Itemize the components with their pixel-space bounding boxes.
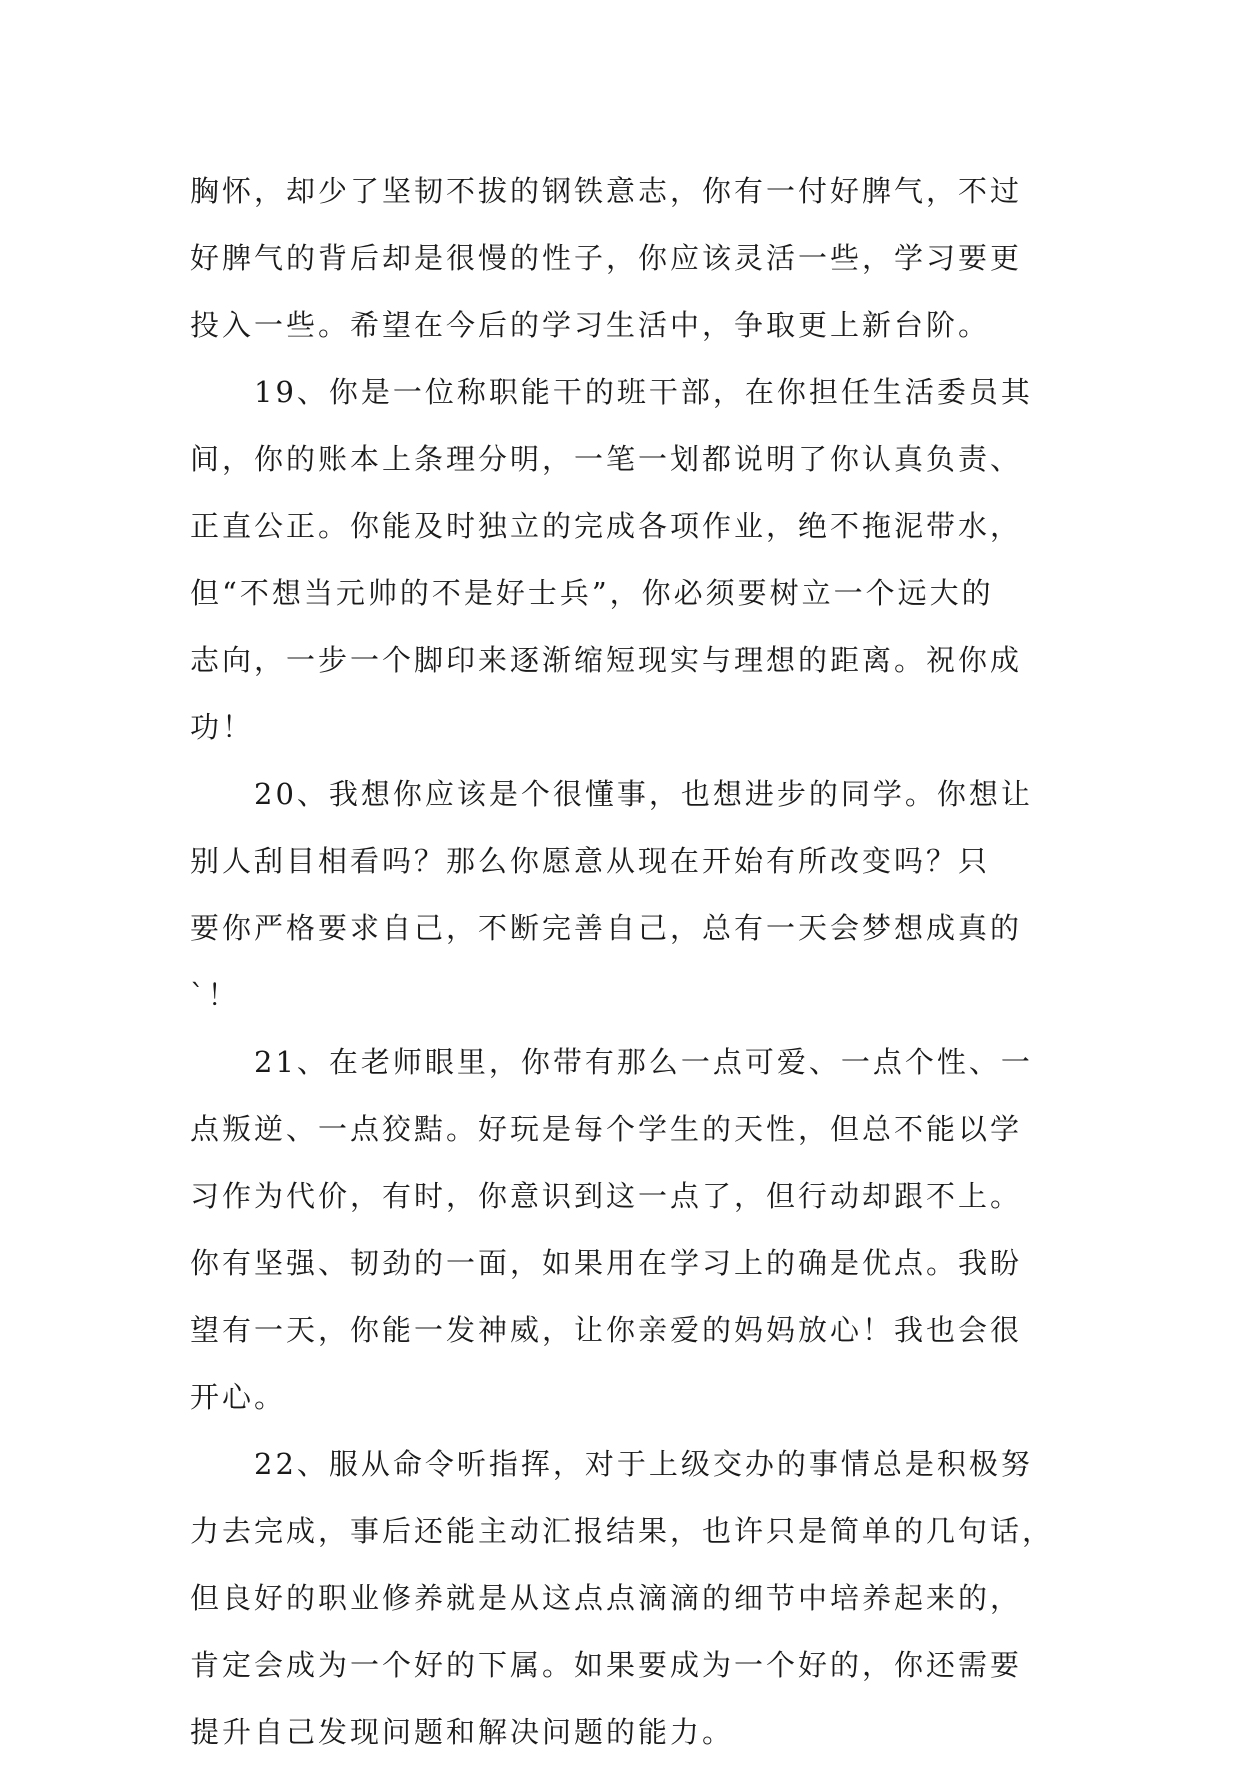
text-line: 点叛逆、一点狡黠。好玩是每个学生的天性，但总不能以学 [190,1112,1023,1146]
text-line: 力去完成，事后还能主动汇报结果，也许只是简单的几句话， [190,1514,1055,1548]
text-line: 正直公正。你能及时独立的完成各项作业，绝不拖泥带水， [190,509,1023,543]
text-line: 但良好的职业修养就是从这点点滴滴的细节中培养起来的， [190,1581,1023,1615]
text-line: 胸怀，却少了坚韧不拔的钢铁意志，你有一付好脾气，不过 [190,174,1023,208]
text-line: 提升自己发现问题和解决问题的能力。 [190,1715,735,1749]
body-text [190,158,1070,1766]
text-line: 19、你是一位称职能干的班干部，在你担任生活委员其 [254,375,1033,409]
text-line: 21、在老师眼里，你带有那么一点可爱、一点个性、一 [254,1045,1033,1079]
text-line: 望有一天，你能一发神威，让你亲爱的妈妈放心！我也会很 [190,1313,1023,1347]
text-line: 志向，一步一个脚印来逐渐缩短现实与理想的距离。祝你成 [190,643,1023,677]
text-line: 间，你的账本上条理分明，一笔一划都说明了你认真负责、 [190,442,1023,476]
text-line: 开心。 [190,1380,287,1414]
text-line: 肯定会成为一个好的下属。如果要成为一个好的，你还需要 [190,1648,1023,1682]
text-line: 你有坚强、韧劲的一面，如果用在学习上的确是优点。我盼 [190,1246,1023,1280]
text-line: 好脾气的背后却是很慢的性子，你应该灵活一些，学习要更 [190,241,1023,275]
text-line: 投入一些。希望在今后的学习生活中，争取更上新台阶。 [190,308,991,342]
text-line: 别人刮目相看吗？那么你愿意从现在开始有所改变吗？只 [190,844,991,878]
text-line: 要你严格要求自己，不断完善自己，总有一天会梦想成真的 [190,911,1023,945]
text-line: 22、服从命令听指挥，对于上级交办的事情总是积极努 [254,1447,1033,1481]
text-line: 但“不想当元帅的不是好士兵”，你必须要树立一个远大的 [190,576,994,610]
text-line: 20、我想你应该是个很懂事，也想进步的同学。你想让 [254,777,1033,811]
text-line: 功！ [190,710,255,744]
text-line: 习作为代价，有时，你意识到这一点了，但行动却跟不上。 [190,1179,1023,1213]
text-line: `！ [190,978,240,1012]
